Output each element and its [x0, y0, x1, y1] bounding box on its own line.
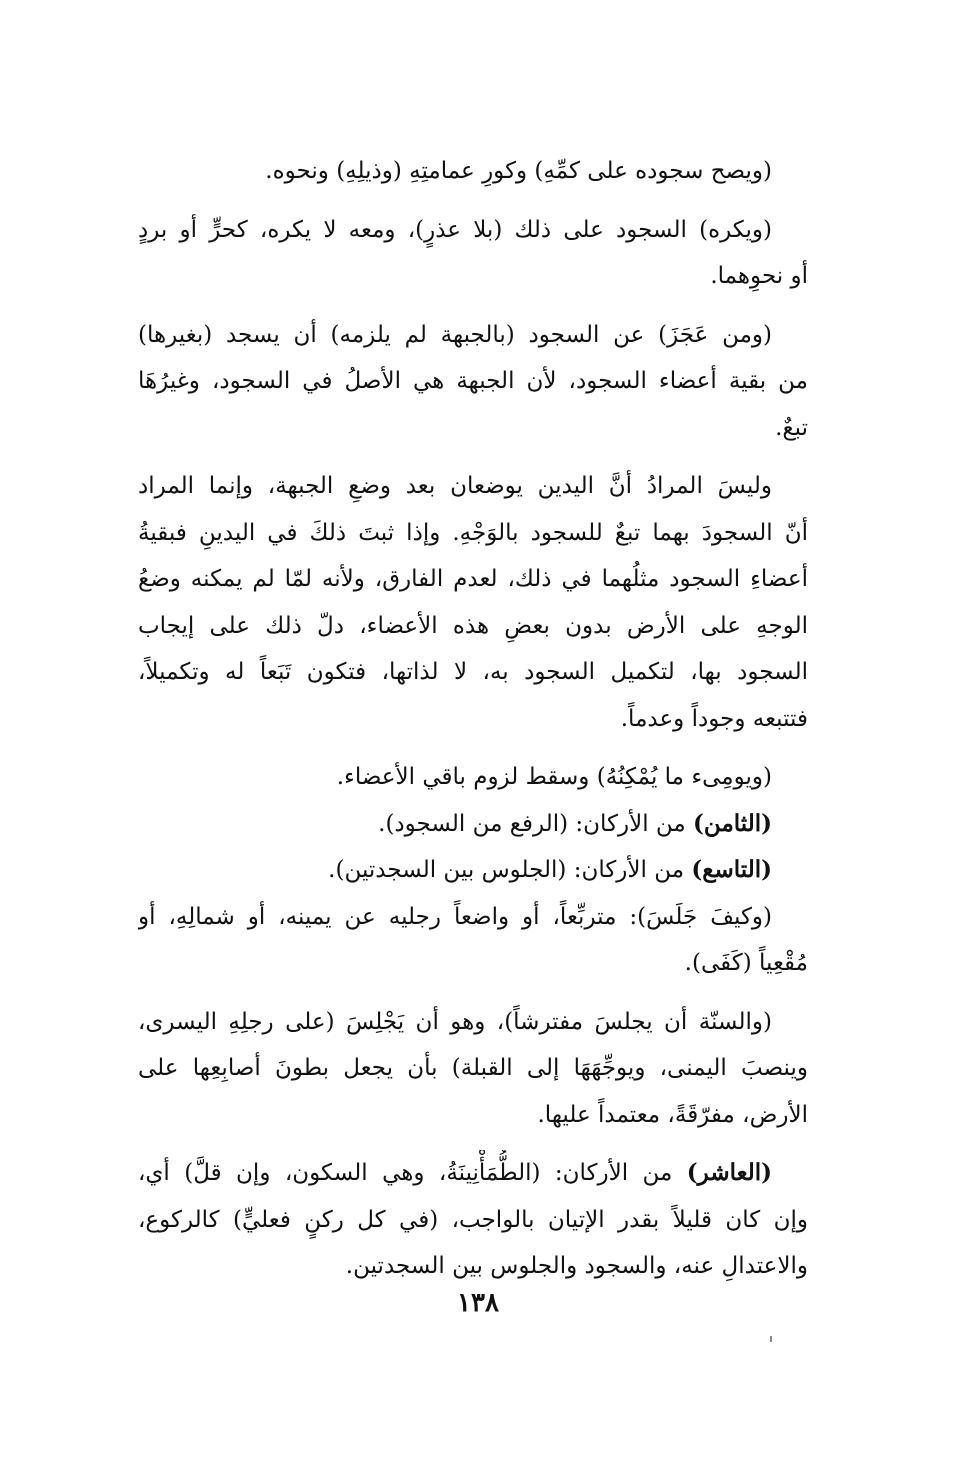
paragraph — [138, 463, 808, 742]
ordinal-label: (العاشر) — [686, 1159, 772, 1186]
text-line: الأرض، مفرّقَةً، معتمداً عليها. — [537, 1101, 808, 1128]
paragraph — [138, 148, 808, 195]
text-line: (العاشر) من الأركان: (الطُّمَأْنِينَةُ، وهي السكون، وإن قلَّ) أي، — [138, 1159, 772, 1186]
paragraph — [138, 207, 808, 300]
text-line: (ويكره) السجود على ذلك (بلا عذرٍ)، ومعه لا يكره، كحرٍّ أو بردٍ — [138, 216, 772, 243]
paragraph — [138, 312, 808, 452]
text-line: أو نحوِهما. — [710, 263, 808, 289]
text-line: فتتبعه وجوداً وعدماً. — [620, 705, 808, 732]
text-line: (ويصح سجوده على كمِّهِ) وكورِ عمامتِهِ (وذيلِهِ) ونحوه. — [265, 158, 772, 184]
paragraph — [138, 1150, 808, 1290]
text-line: الوجهِ على الأرض بدون بعضِ هذه الأعضاء، دلّ ذلك على إيجاب — [138, 612, 808, 639]
text-line: مُقْعِياً (كَفَى). — [684, 950, 808, 976]
paragraph — [138, 754, 808, 987]
ordinal-label: (التاسع) — [691, 856, 772, 883]
text-line: وينصبَ اليمنى، ويوجِّهَهَا إلى القبلة) بأن يجعل بطونَ أصابِعِها على — [138, 1055, 808, 1081]
paragraph — [138, 999, 808, 1139]
text-line: والاعتدالِ عنه، والسجود والجلوس بين السجدتين. — [345, 1253, 808, 1279]
text-line: (والسنّة أن يجلسَ مفترشاً)، وهو أن يَجْلِسَ (على رجلِهِ اليسرى، — [138, 1008, 772, 1035]
text-line: وليسَ المرادُ أنَّ اليدين يوضعان بعد وضعِ الجبهة، وإنما المراد — [138, 473, 772, 499]
page-body — [138, 148, 808, 1290]
text-line: (الثامن) من الأركان: (الرفع من السجود). — [378, 809, 772, 837]
text-line: أنّ السجودَ بهما تبعٌ للسجود بالوَجْهِ. وإذا ثبتَ ذلكَ في اليدينِ فبقيةُ — [138, 519, 808, 546]
text-line: من بقية أعضاء السجود، لأن الجبهة هي الأصلُ في السجود، وغيرُهَا — [138, 368, 808, 394]
text-line: السجود بها، لتكميل السجود به، لا لذاتها، فتكون تَبَعاً له وتكميلاً، — [138, 659, 808, 685]
text-line: (ويومِىء ما يُمْكِنُهُ) وسقط لزوم باقي الأعضاء. — [336, 764, 772, 790]
page-number: ١٣٨ — [457, 1288, 499, 1318]
text-line: (ومن عَجَزَ) عن السجود (بالجبهة لم يلزمه) أن يسجد (بغيرها) — [138, 321, 772, 348]
scan-speck — [770, 1336, 772, 1342]
text-line: تبعٌ. — [775, 414, 808, 441]
ordinal-label: (الثامن) — [693, 809, 772, 837]
text-line: (التاسع) من الأركان: (الجلوس بين السجدتين). — [328, 856, 772, 883]
text-line: (وكيفَ جَلَسَ): متربِّعاً، أو واضعاً رجليه عن يمينه، أو شمالِهِ، أو — [138, 903, 772, 930]
text-line: أعضاءِ السجود مثلُهما في ذلك، لعدم الفارق، ولأنه لمّا لم يمكنه وضعُ — [138, 566, 808, 592]
text-line: وإن كان قليلاً بقدر الإتيان بالواجب، (في كل ركنٍ فعليٍّ) كالركوع، — [138, 1206, 808, 1233]
